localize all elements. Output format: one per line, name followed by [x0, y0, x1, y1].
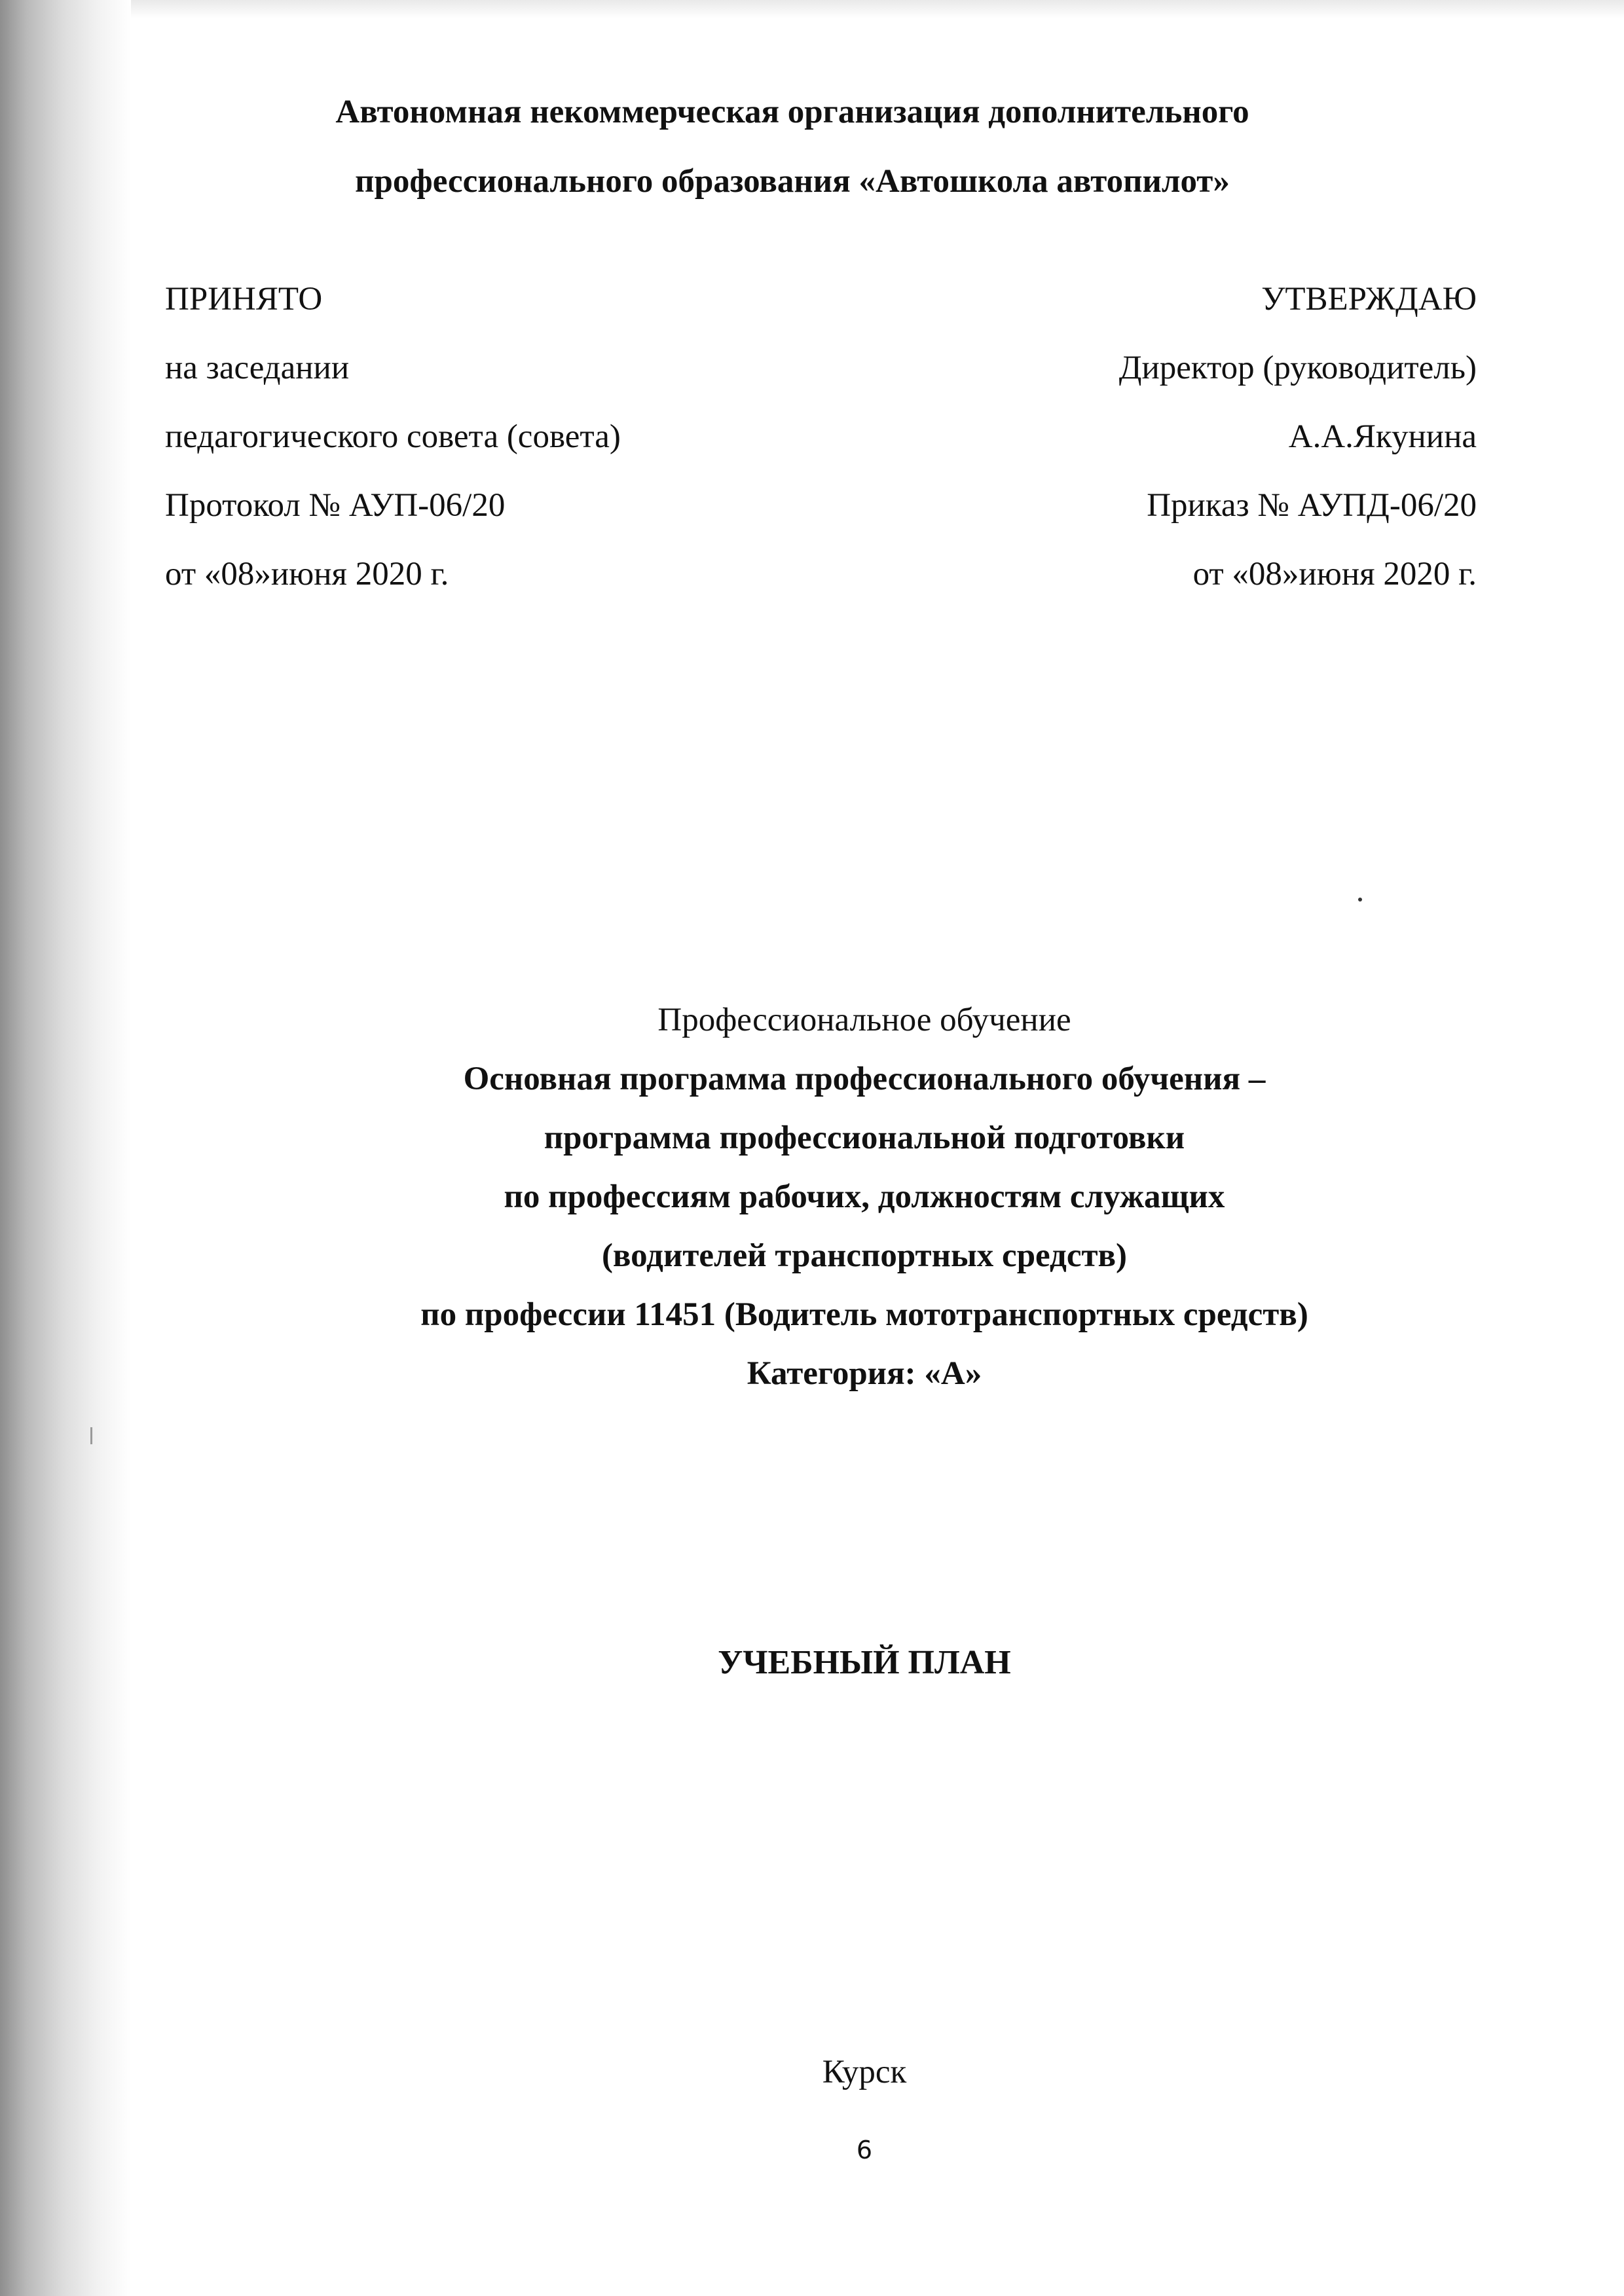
accepted-block	[165, 265, 754, 609]
program-category: Категория: «А»	[747, 1355, 982, 1392]
program-title-line-1: Основная программа профессионального обучения –	[463, 1061, 1266, 1097]
accepted-council: педагогического совета (совета)	[165, 418, 621, 455]
program-title-line-5: по профессии 11451 (Водитель мототранспортных средств)	[420, 1296, 1308, 1333]
approved-name: А.А.Якунина	[1288, 418, 1477, 455]
program-title-line-2: программа профессиональной подготовки	[544, 1120, 1185, 1156]
approved-date: от «08»июня 2020 г.	[1192, 556, 1477, 592]
page-number: 6	[856, 2136, 873, 2164]
program-type: Профессиональное обучение	[657, 1002, 1071, 1038]
plan-title: УЧЕБНЫЙ ПЛАН	[718, 1644, 1011, 1681]
organization-header-line-1: Автономная некоммерческая организация дополнительного	[335, 94, 1249, 130]
organization-header	[216, 77, 1369, 216]
scan-top-shadow	[131, 0, 1624, 18]
approved-block	[877, 265, 1477, 609]
accepted-date: от «08»июня 2020 г.	[165, 556, 449, 592]
binder-mark	[90, 1427, 92, 1444]
accepted-protocol: Протокол № АУП-06/20	[165, 487, 506, 524]
scan-edge-shadow	[0, 0, 131, 2296]
accepted-meeting: на заседании	[165, 350, 350, 386]
program-title-line-4: (водителей транспортных средств)	[601, 1237, 1128, 1274]
organization-header-line-2: профессионального образования «Автошкола автопилот»	[355, 163, 1230, 200]
approved-position: Директор (руководитель)	[1118, 350, 1477, 386]
scan-speck	[1358, 898, 1362, 902]
accepted-title: ПРИНЯТО	[165, 281, 323, 318]
program-block	[216, 991, 1513, 1403]
program-title-line-3: по профессиям рабочих, должностям служащих	[504, 1178, 1225, 1215]
approved-title: УТВЕРЖДАЮ	[1261, 281, 1477, 318]
approved-order: Приказ № АУПД-06/20	[1147, 487, 1477, 524]
city: Курск	[822, 2054, 907, 2090]
